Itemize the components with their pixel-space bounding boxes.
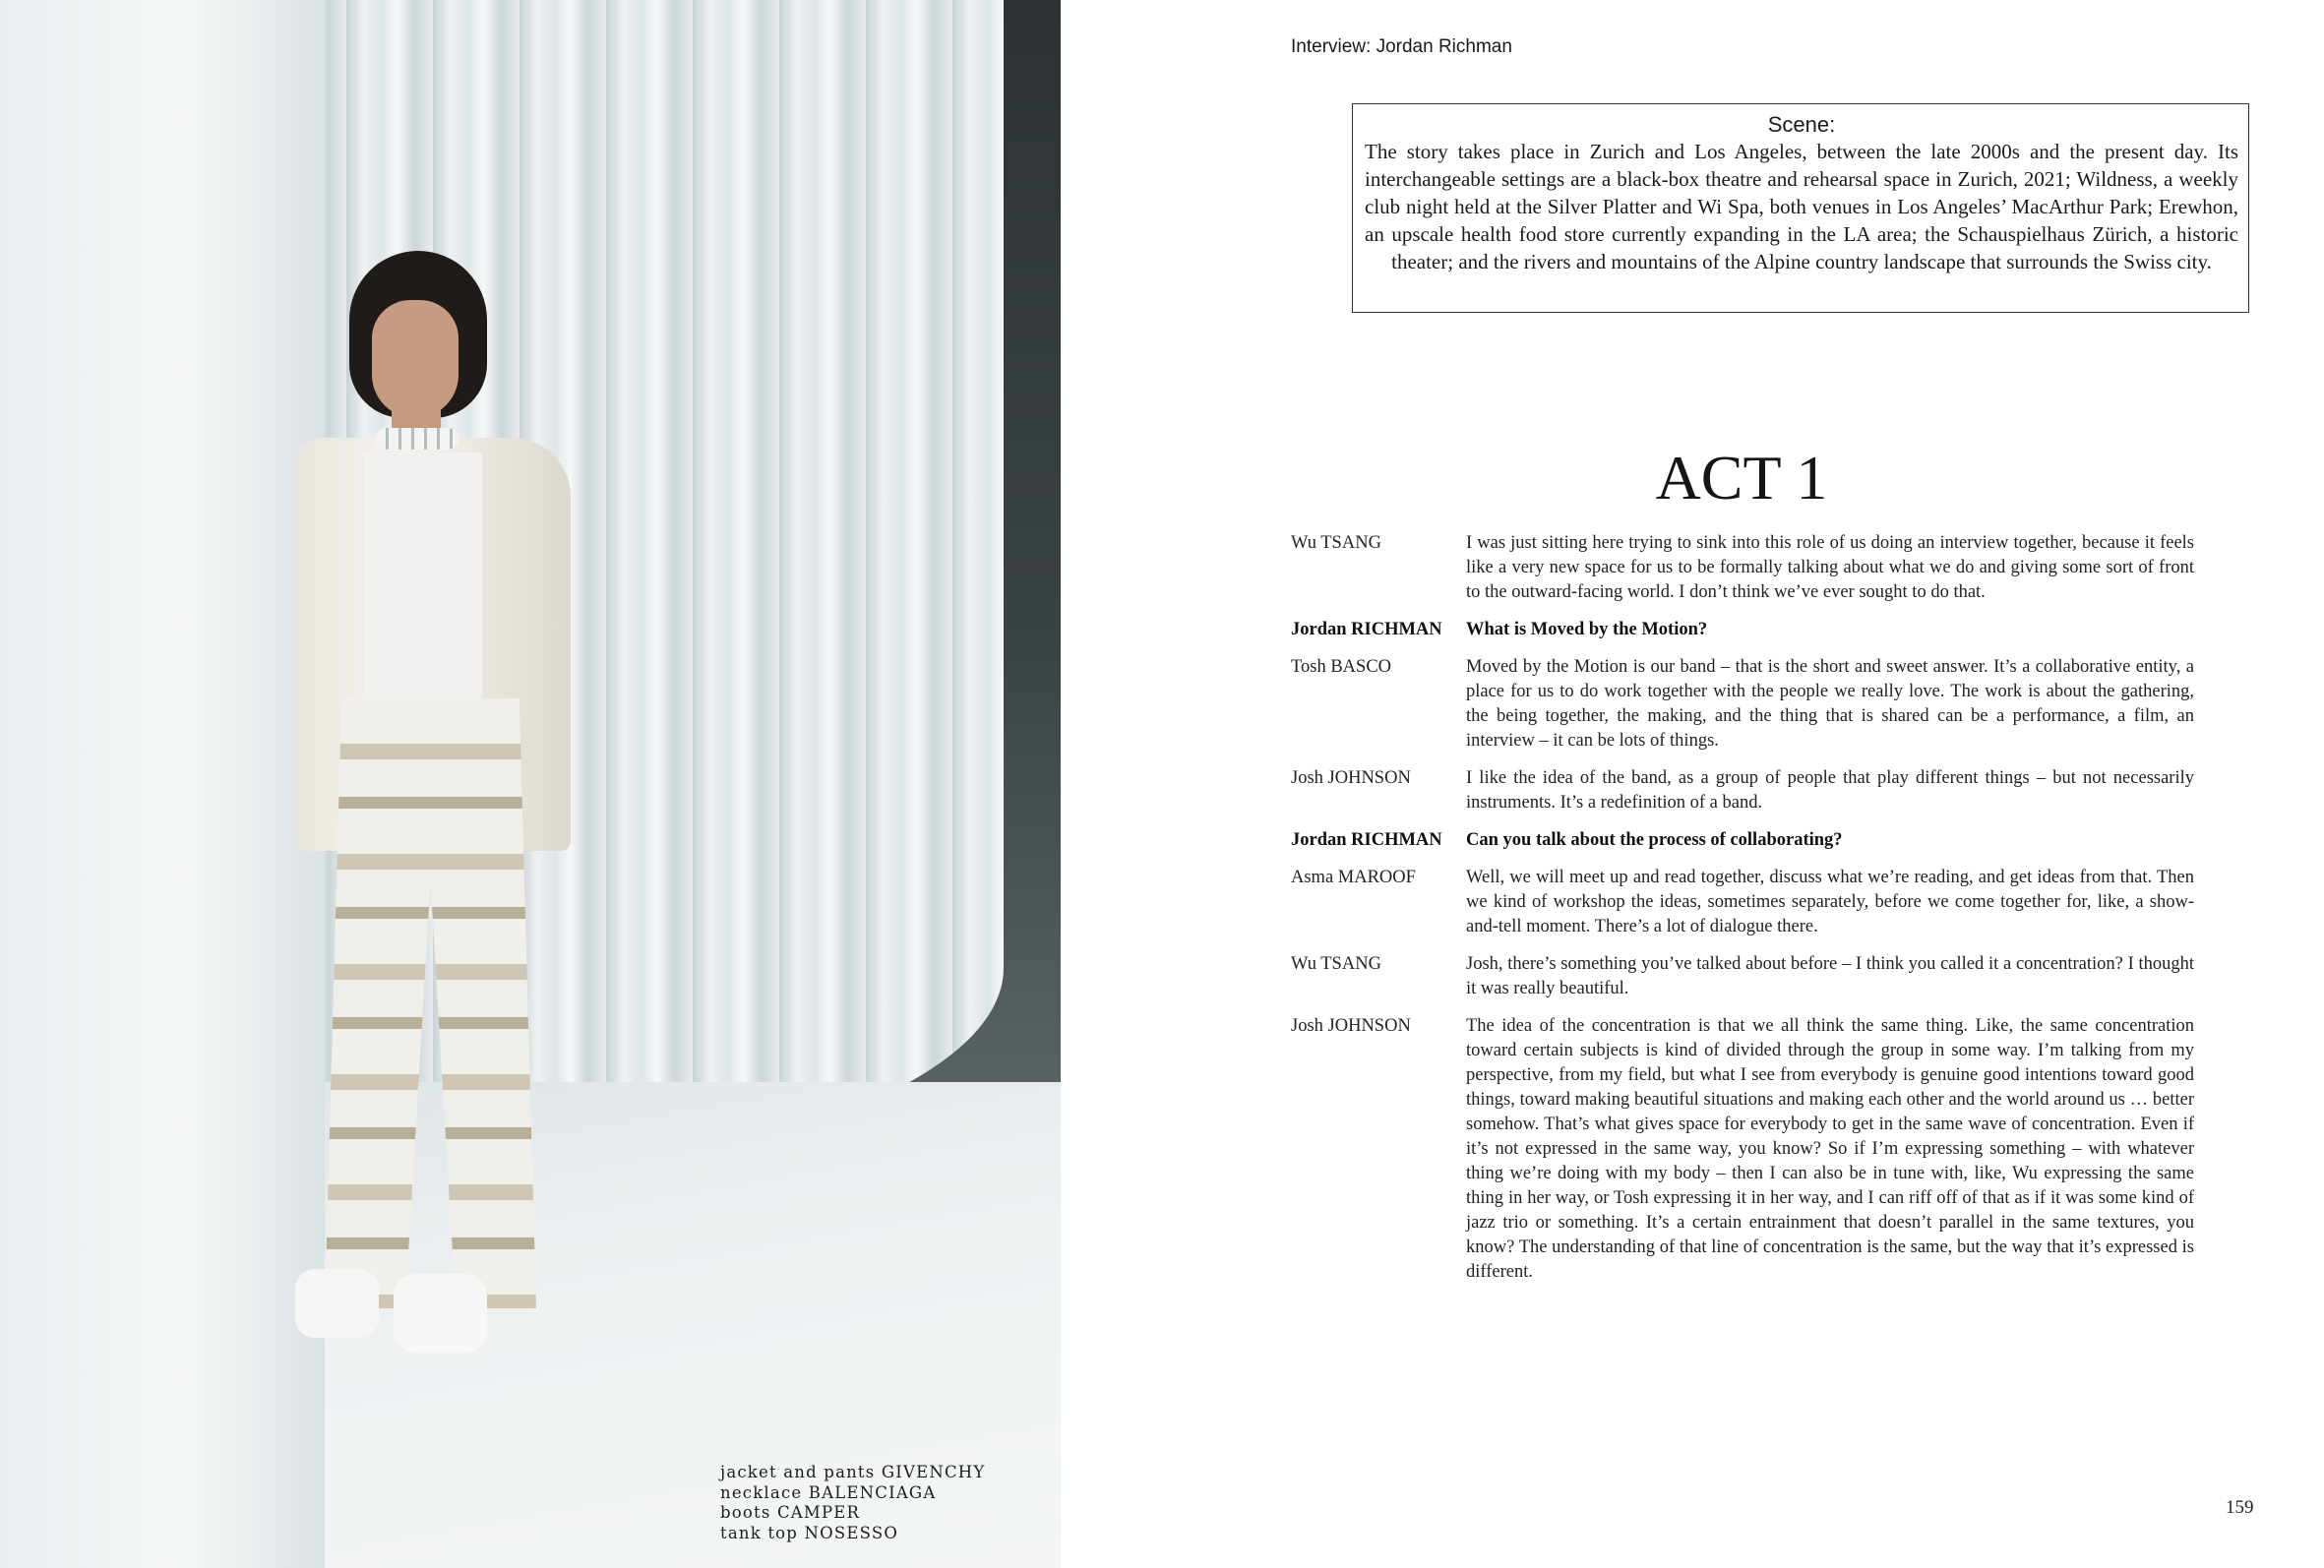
speaker-name: Jordan RICHMAN [1291, 620, 1442, 639]
act-title: ACT 1 [1655, 443, 1828, 513]
photo-credits [720, 1463, 1015, 1543]
dialogue-text: Can you talk about the process of collaborating? [1466, 830, 1843, 850]
dialogue-text: Josh, there’s something you’ve talked about before – I think you called it a concentration? I thought it was really beautiful. [1466, 954, 2194, 998]
dialogue [1291, 531, 2206, 1297]
page-number: 159 [2226, 1497, 2254, 1518]
dialogue-text: The idea of the concentration is that we all think the same thing. Like, the same concentration toward certain subjects is kind of divided through the group in some way. I’m talking from my perspective, from my field, but what I see from everybody is genuine good intentions toward good things, toward making beautiful situations and making each other and the world around us … better somehow. That’s what gives space for everybody to get in the same wave of concentration. Even if it’s not expressed in the same way, you know? So if I’m expressing something – with whatever thing we’re doing with my body – then I can also be in tune with, like, Wu expressing the same thing in her way, or Tosh expressing it in her way, and I can riff off of that as if it was some kind of jazz trio or something. It’s a certain entrainment that doesn’t parallel in the same textures, you know? The understanding of that line of concentration is the same, but the way that it’s expressed is different. [1466, 1016, 2194, 1282]
dialogue-row-question [1291, 618, 2206, 642]
speaker-name: Wu TSANG [1291, 533, 1381, 553]
speaker-name: Josh JOHNSON [1291, 1016, 1411, 1036]
speaker-name: Asma MAROOF [1291, 868, 1416, 887]
scene-text: The story takes place in Zurich and Los Angeles, between the late 2000s and the present day. Its interchangeable settings are a black-box theatre and rehearsal space in Zurich, 2021; Wildness, a weekly club night held at the Silver Platter and Wi Spa, both venues in Los Angeles’ MacArthur Park; Erewhon, an upscale health food store currently expanding in the LA area; the Schauspielhaus Zürich, a historic theater; and the rivers and mountains of the Alpine country landscape that surrounds the Swiss city. [1365, 140, 2238, 273]
credit-line: boots CAMPER [720, 1503, 861, 1522]
model-tank-top [364, 452, 482, 698]
dialogue-row [1291, 1014, 2206, 1285]
dialogue-row [1291, 952, 2206, 1001]
model-pants [325, 698, 536, 1308]
dialogue-row [1291, 531, 2206, 605]
dialogue-row [1291, 866, 2206, 939]
speaker-name: Jordan RICHMAN [1291, 830, 1442, 850]
model-face [372, 300, 459, 418]
curtain-fold [0, 0, 325, 1568]
fashion-photo [0, 0, 1061, 1568]
dialogue-text: Moved by the Motion is our band – that is the short and sweet answer. It’s a collaborative entity, a place for us to do work together with the people we really love. The work is about the gathering, the being together, the making, and the thing that is shared can be a performance, a film, an interview – it can be lots of things. [1466, 657, 2194, 751]
credit-line: tank top NOSESSO [720, 1523, 899, 1542]
dialogue-row-question [1291, 828, 2206, 853]
dialogue-row [1291, 655, 2206, 754]
speaker-name: Wu TSANG [1291, 954, 1381, 974]
dialogue-text: I was just sitting here trying to sink into this role of us doing an interview together, because it feels like a very new space for us to be formally talking about what we do and giving some sort of front to the outward-facing world. I don’t think we’ve ever sought to do that. [1466, 533, 2194, 602]
speaker-name: Tosh BASCO [1291, 657, 1392, 677]
dialogue-text: I like the idea of the band, as a group of people that play different things – but not necessarily instruments. It’s a redefinition of a band. [1466, 768, 2194, 813]
scene-title: Scene: [1767, 112, 1836, 137]
model-boot-right [394, 1274, 487, 1353]
scene-box [1352, 103, 2249, 313]
dialogue-text: Well, we will meet up and read together, discuss what we’re reading, and get ideas from that. Then we kind of workshop the ideas, sometimes separately, before we come together for, like, a show-and-tell moment. There’s a lot of dialogue there. [1466, 868, 2194, 936]
dialogue-text: What is Moved by the Motion? [1466, 620, 1708, 639]
model-boot-left [295, 1269, 379, 1338]
running-head: Interview: Jordan Richman [1291, 36, 1512, 57]
model-necklace [376, 428, 459, 450]
dialogue-row [1291, 766, 2206, 815]
speaker-name: Josh JOHNSON [1291, 768, 1411, 788]
credit-line: jacket and pants GIVENCHY [720, 1463, 986, 1481]
model-figure [285, 251, 610, 1382]
credit-line: necklace BALENCIAGA [720, 1482, 937, 1502]
